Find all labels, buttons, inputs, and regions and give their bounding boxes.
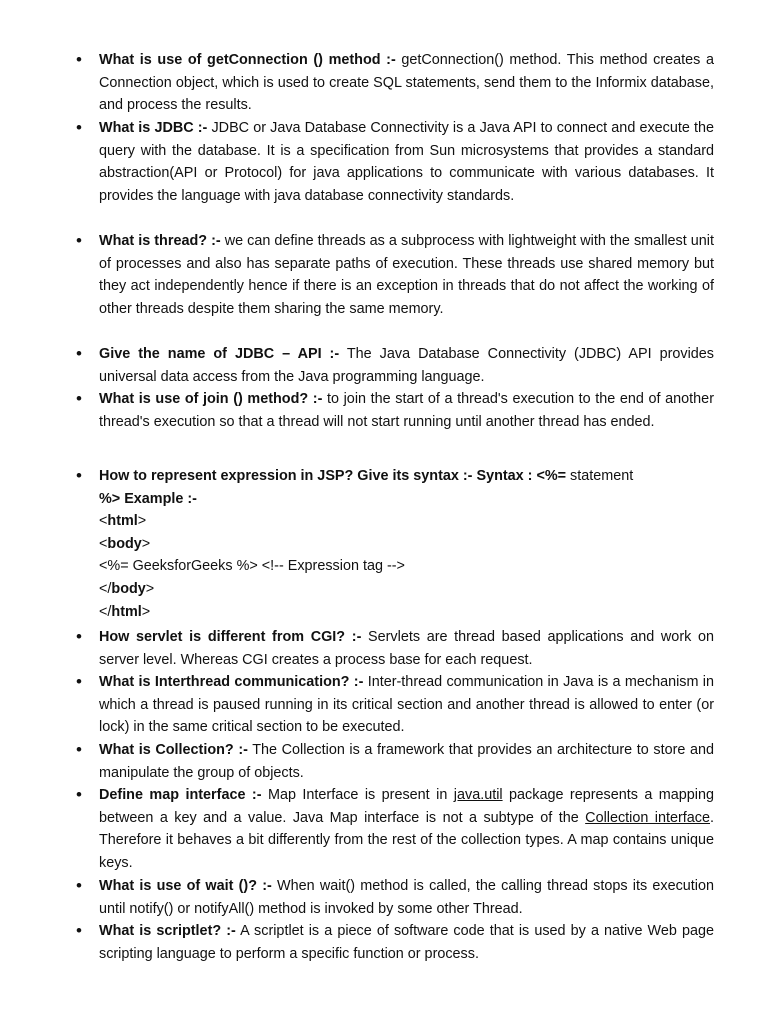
code-line: </body> bbox=[99, 580, 155, 597]
collection-interface-link[interactable]: Collection interface bbox=[585, 809, 710, 826]
code-tag: html bbox=[107, 513, 138, 530]
list-item bbox=[99, 388, 714, 433]
list-item bbox=[99, 230, 714, 320]
list-item bbox=[99, 626, 714, 671]
question-text: What is use of wait ()? :- bbox=[99, 878, 272, 894]
answer-text: JDBC or Java Database Connectivity is a Java API to connect and execute the query with the database. It is a specification from Sun microsystems that provides a standard abstraction(API or Protocol) for java applications to communicate with various databases. It provides the language with java database connectivity standards. bbox=[99, 120, 714, 204]
answer-text: Servlets are thread based applications and work on server level. Whereas CGI creates a process base for each request. bbox=[99, 629, 714, 668]
answer-text: statement bbox=[566, 468, 634, 484]
question-text: What is use of join () method? :- bbox=[99, 391, 323, 407]
list-item bbox=[99, 784, 714, 874]
answer-text: . Therefore it behaves a bit differently from the rest of the collection types. A map contains unique keys. bbox=[99, 809, 714, 871]
question-text: What is use of getConnection () method :- bbox=[99, 52, 396, 68]
answer-text: package represents a mapping between a key and a value. Java Map interface is not a subtype of the bbox=[99, 787, 714, 826]
code-line: </html> bbox=[99, 603, 151, 620]
question-text: What is Interthread communication? :- bbox=[99, 674, 364, 690]
code-line: <html> bbox=[99, 513, 147, 530]
question-text: How servlet is different from CGI? :- bbox=[99, 629, 362, 645]
java-util-link[interactable]: java.util bbox=[453, 787, 503, 803]
jsp-syntax-line bbox=[99, 465, 714, 488]
code-tag: body bbox=[111, 580, 146, 597]
code-tag: html bbox=[111, 603, 142, 620]
answer-text: we can define threads as a subprocess with lightweight with the smallest unit of processes and also has separate paths of execution. These threads use shared memory but they act independently hence if there is an exception in threads that do not affect the working of other threads despite them sharing the same memory. bbox=[99, 233, 714, 317]
list-item bbox=[99, 117, 714, 207]
list-item bbox=[99, 49, 714, 117]
answer-text: Map Interface is present in bbox=[261, 787, 454, 803]
question-text: Define map interface :- bbox=[99, 787, 262, 803]
list-item bbox=[99, 920, 714, 965]
question-text: What is Collection? :- bbox=[99, 742, 248, 758]
answer-text: The Java Database Connectivity (JDBC) API provides universal data access from the Java programming language. bbox=[99, 346, 714, 385]
question-text: Give the name of JDBC – API :- bbox=[99, 346, 340, 362]
answer-text: The Collection is a framework that provides an architecture to store and manipulate the group of objects. bbox=[99, 742, 714, 781]
answer-text: When wait() method is called, the calling thread stops its execution until notify() or notifyAll() method is invoked by some other Thread. bbox=[99, 878, 714, 917]
list-item bbox=[99, 739, 714, 784]
list-item bbox=[99, 875, 714, 920]
answer-text: A scriptlet is a piece of software code that is used by a native Web page scripting language to perform a specific function or process. bbox=[99, 923, 715, 962]
code-tag: body bbox=[107, 535, 142, 552]
code-line: <%= GeeksforGeeks %> <!-- Expression tag --> bbox=[99, 558, 405, 575]
list-item bbox=[99, 671, 714, 739]
answer-text: Inter-thread communication in Java is a mechanism in which a thread is paused running in its critical section and another thread is allowed to enter (or lock) in the same critical section to be executed. bbox=[99, 674, 714, 736]
code-line: <body> bbox=[99, 535, 151, 552]
list-item-jsp-expression bbox=[99, 465, 714, 623]
question-text: What is scriptlet? :- bbox=[99, 923, 236, 939]
list-item bbox=[99, 343, 714, 388]
answer-text: getConnection() method. This method creates a Connection object, which is used to create SQL statements, send them to the Informix database, and process the results. bbox=[99, 52, 715, 114]
question-text: How to represent expression in JSP? Give its syntax :- Syntax : <%= bbox=[99, 468, 567, 484]
question-text: What is JDBC :- bbox=[99, 120, 208, 136]
answer-text: to join the start of a thread's execution to the end of another thread's execution so that a thread will not start running until another thread has ended. bbox=[99, 391, 714, 430]
example-label: %> Example :- bbox=[99, 490, 197, 507]
question-text: What is thread? :- bbox=[99, 233, 221, 249]
